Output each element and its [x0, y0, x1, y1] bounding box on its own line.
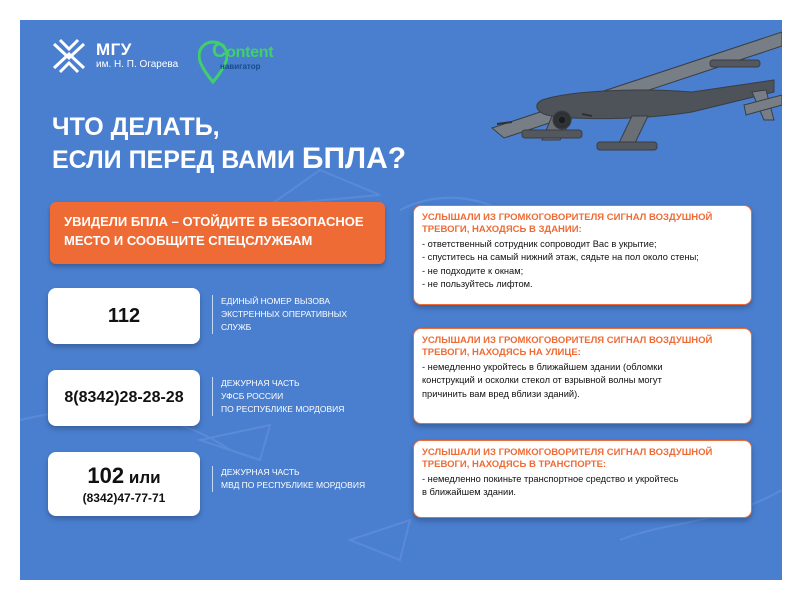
alert-heading: УСЛЫШАЛИ ИЗ ГРОМКОГОВОРИТЕЛЯ СИГНАЛ ВОЗДУШНОЙ ТРЕВОГИ, НАХОДЯСЬ В ТРАНСПОРТЕ:: [422, 447, 713, 470]
poster: [20, 20, 782, 580]
fsb-number-description: ДЕЖУРНАЯ ЧАСТЬ УФСБ РОССИИ ПО РЕСПУБЛИКЕ МОРДОВИЯ: [212, 377, 344, 416]
police-number: 102 или: [87, 463, 161, 488]
msu-logo: [50, 38, 178, 74]
alert-body: - немедленно укройтесь в ближайшем здании (обломки конструкций и осколки стекол от взрывной волны могут причинить вам вред вблизи зданий).: [422, 362, 663, 399]
title-line-1: ЧТО ДЕЛАТЬ,: [52, 113, 220, 141]
emergency-number: 112: [107, 304, 141, 327]
msu-emblem-icon: [50, 38, 88, 74]
navigator-wordmark: навигатор: [220, 62, 261, 71]
alert-body: - немедленно покиньте транспортное средство и укройтесь в ближайшем здании.: [422, 474, 679, 498]
alert-card-street: [413, 328, 752, 424]
fsb-number-card: [48, 370, 200, 426]
fsb-number: 8(8342)28-28-28: [64, 389, 184, 406]
content-wordmark: Content: [212, 40, 274, 62]
police-number-description: ДЕЖУРНАЯ ЧАСТЬ МВД ПО РЕСПУБЛИКЕ МОРДОВИЯ: [212, 466, 365, 492]
msu-name: МГУ: [96, 40, 132, 59]
police-number-alt: (8342)47-77-71: [82, 491, 166, 505]
alert-heading: УСЛЫШАЛИ ИЗ ГРОМКОГОВОРИТЕЛЯ СИГНАЛ ВОЗДУШНОЙ ТРЕВОГИ, НАХОДЯСЬ НА УЛИЦЕ:: [422, 335, 713, 358]
page-title: [52, 112, 406, 176]
police-number-card: [48, 452, 200, 516]
banner-line-1: УВИДЕЛИ БПЛА – ОТОЙДИТЕ В БЕЗОПАСНОЕ: [64, 214, 364, 229]
emergency-number-description: ЕДИНЫЙ НОМЕР ВЫЗОВА ЭКСТРЕННЫХ ОПЕРАТИВНЫХ СЛУЖБ: [212, 295, 347, 334]
banner-line-2: МЕСТО И СООБЩИТЕ СПЕЦСЛУЖБАМ: [64, 233, 313, 248]
alert-card-building: [413, 205, 752, 305]
content-navigator-logo: [198, 38, 288, 88]
alert-heading: УСЛЫШАЛИ ИЗ ГРОМКОГОВОРИТЕЛЯ СИГНАЛ ВОЗДУШНОЙ ТРЕВОГИ, НАХОДЯСЬ В ЗДАНИИ:: [422, 212, 713, 235]
alert-body: - ответственный сотрудник сопроводит Вас в укрытие; - спуститесь на самый нижний этаж, сядьте на пол около стены; - не подходите к окнам; - не пользуйтесь лифтом.: [422, 239, 699, 289]
alert-card-transport: [413, 440, 752, 518]
drone-image: [482, 20, 782, 175]
title-line-2: ЕСЛИ ПЕРЕД ВАМИ БПЛА?: [52, 142, 407, 175]
emergency-number-card-112: [48, 288, 200, 344]
uav-warning-banner: [50, 202, 385, 264]
msu-subtitle: им. Н. П. Огарева: [96, 59, 179, 70]
